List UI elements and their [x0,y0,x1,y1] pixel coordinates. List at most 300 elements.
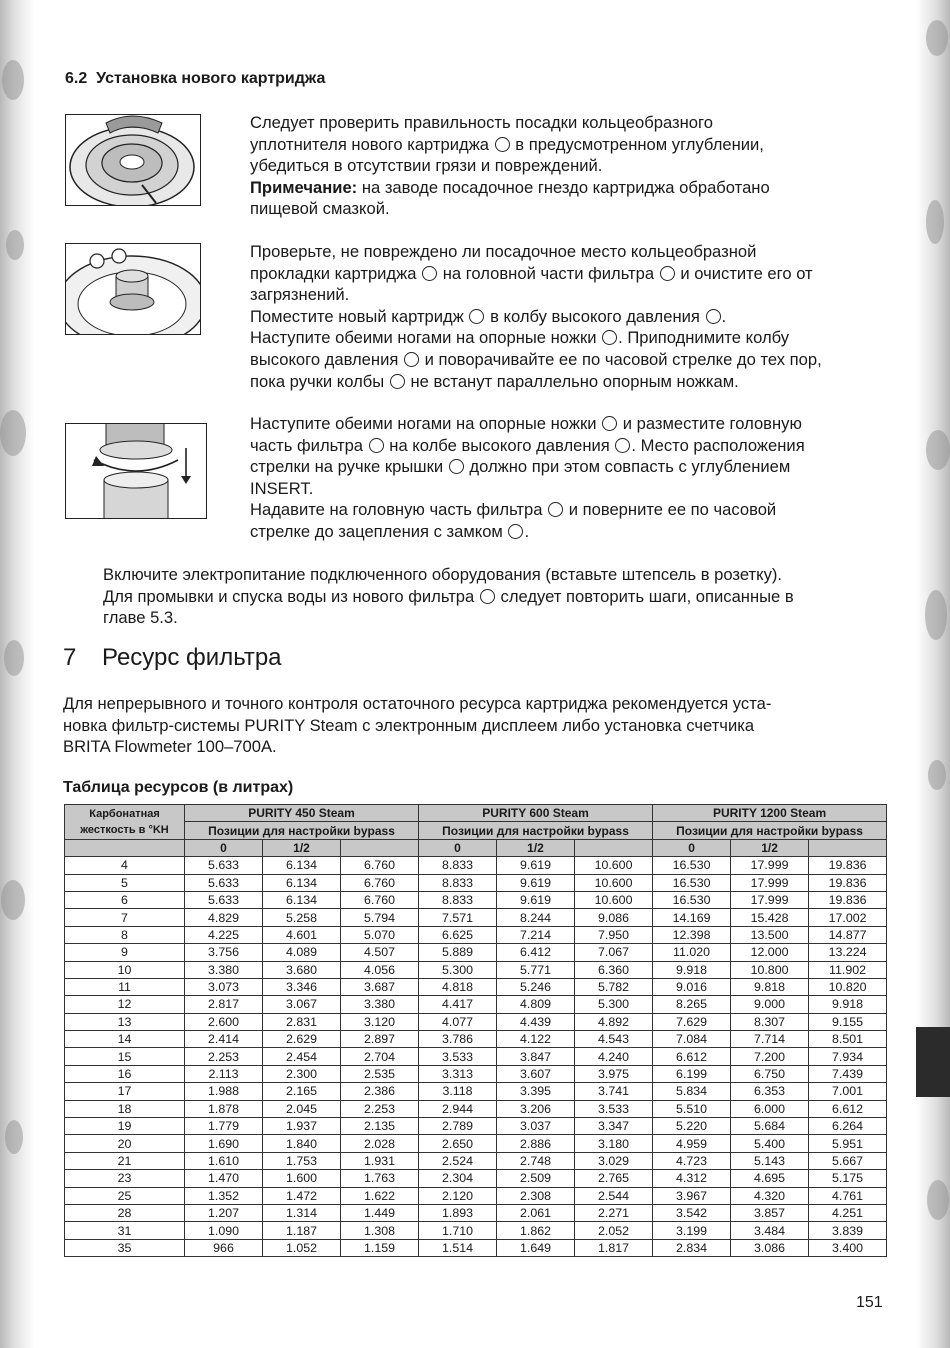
capacity-cell: 5.633 [185,874,263,891]
capacity-cell: 3.741 [575,1083,653,1100]
capacity-cell: 1.710 [419,1222,497,1239]
hardness-cell: 11 [65,978,185,995]
capacity-cell: 3.086 [731,1239,809,1256]
table-row [65,1239,887,1256]
capacity-cell: 3.206 [497,1100,575,1117]
capacity-cell: 11.020 [653,944,731,961]
capacity-cell: 9.086 [575,909,653,926]
capacity-cell: 17.002 [809,909,887,926]
capacity-cell: 7.200 [731,1048,809,1065]
page-number: 151 [856,1294,883,1311]
capacity-cell: 8.307 [731,1013,809,1030]
capacity-cell: 6.760 [341,891,419,908]
capacity-cell: 1.622 [341,1187,419,1204]
capacity-cell: 3.380 [185,961,263,978]
capacity-cell: 5.143 [731,1152,809,1169]
capacity-cell: 6.264 [809,1118,887,1135]
hardness-cell: 35 [65,1239,185,1256]
bypass-header: Позиции для настройки bypass [653,822,887,839]
capacity-cell: 2.414 [185,1031,263,1048]
table-row [65,891,887,908]
capacity-cell: 1.090 [185,1222,263,1239]
capacity-cell: 8.833 [419,891,497,908]
capacity-cell: 6.612 [653,1048,731,1065]
text-line: часть фильтра [250,435,364,455]
capacity-cell: 19.836 [809,857,887,874]
capacity-cell: 3.029 [575,1152,653,1169]
capacity-cell: 3.680 [263,961,341,978]
capacity-cell: 3.073 [185,978,263,995]
capacity-cell: 6.134 [263,874,341,891]
capacity-cell: 1.649 [497,1239,575,1256]
hardness-cell: 4 [65,857,185,874]
table-row [65,961,887,978]
capacity-cell: 1.352 [185,1187,263,1204]
text-line: Следует проверить правильность посадки кольцеобразного [250,113,713,132]
capacity-cell: 1.878 [185,1100,263,1117]
capacity-cell: 2.650 [419,1135,497,1152]
capacity-cell: 1.308 [341,1222,419,1239]
capacity-cell: 3.687 [341,978,419,995]
hardness-cell: 31 [65,1222,185,1239]
capacity-cell: 7.084 [653,1031,731,1048]
text-line: . Место расположения [631,435,805,455]
capacity-cell: 6.612 [809,1100,887,1117]
hardness-cell: 7 [65,909,185,926]
text-line: прокладки картриджа [250,263,417,283]
capacity-cell: 3.067 [263,996,341,1013]
step1-text [250,112,890,220]
capacity-cell: 2.789 [419,1118,497,1135]
product-header: PURITY 450 Steam [185,805,419,822]
capacity-cell: 5.220 [653,1118,731,1135]
capacity-cell: 4.320 [731,1187,809,1204]
capacity-cell: 2.897 [341,1031,419,1048]
capacity-cell: 12.000 [731,944,809,961]
bypass-position [809,839,887,856]
capacity-cell: 4.723 [653,1152,731,1169]
capacity-cell: 1.514 [419,1239,497,1256]
capacity-cell: 2.028 [341,1135,419,1152]
table-row [65,857,887,874]
capacity-cell: 6.134 [263,891,341,908]
hardness-cell: 8 [65,926,185,943]
callout-circle-icon [548,502,563,517]
hardness-cell: 12 [65,996,185,1013]
hardness-cell: 10 [65,961,185,978]
capacity-cell: 1.931 [341,1152,419,1169]
capacity-cell: 6.199 [653,1065,731,1082]
table-row [65,978,887,995]
capacity-cell: 9.918 [653,961,731,978]
hardness-cell: 21 [65,1152,185,1169]
capacity-cell: 2.386 [341,1083,419,1100]
capacity-cell: 4.122 [497,1031,575,1048]
section-number: 6.2 [65,70,88,87]
capacity-cell: 1.817 [575,1239,653,1256]
capacity-cell: 4.601 [263,926,341,943]
capacity-cell: 5.300 [419,961,497,978]
text-line: Для промывки и спуска воды из нового фильтра [103,586,475,606]
capacity-cell: 17.999 [731,857,809,874]
bypass-position: 1/2 [263,839,341,856]
capacity-cell: 1.314 [263,1204,341,1221]
capacity-cell: 5.258 [263,909,341,926]
capacity-cell: 3.484 [731,1222,809,1239]
capacity-cell: 2.886 [497,1135,575,1152]
text-line: INSERT. [250,478,314,498]
product-header: PURITY 600 Steam [419,805,653,822]
table-row [65,1083,887,1100]
capacity-cell: 8.833 [419,874,497,891]
cartridge-seal-illustration [65,114,201,206]
capacity-cell: 16.530 [653,874,731,891]
capacity-cell: 1.988 [185,1083,263,1100]
capacity-cell: 7.950 [575,926,653,943]
section-heading-6-2 [65,70,325,88]
capacity-cell: 10.800 [731,961,809,978]
callout-circle-icon [469,309,484,324]
table-row [65,1222,887,1239]
hardness-cell: 13 [65,1013,185,1030]
capacity-cell: 4.417 [419,996,497,1013]
capacity-cell: 14.169 [653,909,731,926]
head-onto-bowl-illustration [65,423,207,519]
capacity-cell: 5.684 [731,1118,809,1135]
capacity-cell: 2.165 [263,1083,341,1100]
capacity-cell: 4.829 [185,909,263,926]
section-heading-7 [63,644,282,672]
capacity-cell: 4.809 [497,996,575,1013]
text-line: стрелке до зацепления с замком [250,521,503,541]
callout-circle-icon [706,309,721,324]
capacity-cell: 16.530 [653,891,731,908]
callout-circle-icon [404,352,419,367]
capacity-cell: 19.836 [809,874,887,891]
capacity-cell: 5.633 [185,891,263,908]
table-row [65,926,887,943]
capacity-cell: 2.045 [263,1100,341,1117]
table-row [65,1152,887,1169]
capacity-cell: 3.607 [497,1065,575,1082]
capacity-cell: 5.782 [575,978,653,995]
capacity-cell: 1.449 [341,1204,419,1221]
capacity-cell: 3.400 [809,1239,887,1256]
section-title: Установка нового картриджа [96,70,326,87]
text-line: уплотнителя нового картриджа [250,134,490,154]
capacity-cell: 3.533 [419,1048,497,1065]
hardness-cell: 18 [65,1100,185,1117]
callout-circle-icon [602,330,617,345]
capacity-cell: 1.470 [185,1170,263,1187]
resource-table [64,804,887,1257]
text-line: на заводе посадочное гнездо картриджа обработано [357,177,770,197]
hardness-cell: 28 [65,1204,185,1221]
capacity-cell: 4.761 [809,1187,887,1204]
capacity-cell: 3.847 [497,1048,575,1065]
table-row [65,1100,887,1117]
table-row [65,1118,887,1135]
capacity-cell: 2.817 [185,996,263,1013]
callout-circle-icon [422,266,437,281]
capacity-cell: 2.524 [419,1152,497,1169]
text-line: загрязнений. [250,285,350,305]
hardness-cell: 25 [65,1187,185,1204]
capacity-cell: 5.951 [809,1135,887,1152]
table-row [65,1204,887,1221]
capacity-cell: 2.629 [263,1031,341,1048]
capacity-cell: 1.472 [263,1187,341,1204]
hardness-cell: 20 [65,1135,185,1152]
callout-circle-icon [495,137,510,152]
capacity-cell: 10.600 [575,874,653,891]
table-row [65,1065,887,1082]
capacity-cell: 1.753 [263,1152,341,1169]
callout-circle-icon [660,266,675,281]
text-line: пока ручки колбы [250,371,385,391]
capacity-cell: 3.756 [185,944,263,961]
capacity-cell: 4.695 [731,1170,809,1187]
capacity-cell: 2.544 [575,1187,653,1204]
capacity-cell: 9.155 [809,1013,887,1030]
capacity-cell: 9.918 [809,996,887,1013]
capacity-cell: 2.304 [419,1170,497,1187]
capacity-cell: 10.600 [575,891,653,908]
capacity-cell: 4.818 [419,978,497,995]
text-line: главе 5.3. [103,608,178,628]
table-row [65,1048,887,1065]
capacity-cell: 1.840 [263,1135,341,1152]
hardness-cell: 23 [65,1170,185,1187]
text-line: BRITA Flowmeter 100–700A. [63,737,277,757]
capacity-cell: 4.439 [497,1013,575,1030]
text-line: в предусмотренном углублении, [515,134,764,154]
hardness-cell: 5 [65,874,185,891]
capacity-cell: 7.571 [419,909,497,926]
capacity-cell: 3.346 [263,978,341,995]
section-number: 7 [63,644,77,671]
hardness-cell: 19 [65,1118,185,1135]
step2-text [250,241,890,392]
capacity-cell: 5.175 [809,1170,887,1187]
capacity-cell: 17.999 [731,891,809,908]
capacity-cell: 3.975 [575,1065,653,1082]
capacity-cell: 1.159 [341,1239,419,1256]
capacity-cell: 4.225 [185,926,263,943]
table-row [65,909,887,926]
capacity-cell: 9.016 [653,978,731,995]
capacity-cell: 2.704 [341,1048,419,1065]
bypass-header: Позиции для настройки bypass [185,822,419,839]
text-line: и поворачивайте ее по часовой стрелке до тех пор, [424,349,822,369]
bypass-position [575,839,653,856]
text-line: и разместите головную [622,414,802,433]
text-line: Проверьте, не повреждено ли посадочное место кольцеобразной [250,242,757,261]
capacity-cell: 5.794 [341,909,419,926]
capacity-cell: 7.439 [809,1065,887,1082]
capacity-cell: 3.199 [653,1222,731,1239]
text-line: Для непрерывного и точного контроля остаточного ресурса картриджа рекомендуется уста- [63,694,772,713]
capacity-cell: 2.748 [497,1152,575,1169]
capacity-cell: 8.833 [419,857,497,874]
text-line: следует повторить шаги, описанные в [500,586,794,606]
capacity-cell: 3.120 [341,1013,419,1030]
text-line: и поверните ее по часовой [568,500,777,520]
text-line: должно при этом совпасть с углублением [469,457,791,477]
capacity-cell: 3.533 [575,1100,653,1117]
empty-header-cell [65,839,185,856]
capacity-cell: 5.633 [185,857,263,874]
text-line: . [524,521,530,541]
capacity-cell: 2.535 [341,1065,419,1082]
capacity-cell: 5.510 [653,1100,731,1117]
capacity-cell: 1.779 [185,1118,263,1135]
capacity-cell: 5.246 [497,978,575,995]
capacity-cell: 6.134 [263,857,341,874]
capacity-cell: 3.180 [575,1135,653,1152]
capacity-cell: 8.244 [497,909,575,926]
table-row [65,1031,887,1048]
capacity-cell: 8.501 [809,1031,887,1048]
capacity-cell: 9.000 [731,996,809,1013]
callout-circle-icon [390,374,405,389]
capacity-cell: 1.610 [185,1152,263,1169]
bypass-position: 0 [185,839,263,856]
capacity-cell: 2.509 [497,1170,575,1187]
capacity-cell: 5.771 [497,961,575,978]
capacity-cell: 2.831 [263,1013,341,1030]
text-line: и очистите его от [680,263,813,283]
capacity-cell: 3.395 [497,1083,575,1100]
text-line: на головной части фильтра [442,263,655,283]
hardness-header: Карбонатная жесткость в °KH [65,805,185,840]
table-row [65,874,887,891]
capacity-cell: 15.428 [731,909,809,926]
capacity-cell: 5.834 [653,1083,731,1100]
note-label: Примечание: [250,177,358,197]
capacity-cell: 3.542 [653,1204,731,1221]
hardness-cell: 6 [65,891,185,908]
hardness-cell: 17 [65,1083,185,1100]
text-line: не встанут параллельно опорным ножкам. [410,371,739,391]
capacity-cell: 1.763 [341,1170,419,1187]
hardness-cell: 16 [65,1065,185,1082]
capacity-cell: 3.118 [419,1083,497,1100]
capacity-cell: 6.000 [731,1100,809,1117]
capacity-cell: 7.001 [809,1083,887,1100]
capacity-cell: 3.037 [497,1118,575,1135]
capacity-cell: 5.400 [731,1135,809,1152]
capacity-cell: 6.625 [419,926,497,943]
text-line: новка фильтр-системы PURITY Steam с электронным дисплеем либо установка счетчика [63,715,755,735]
bypass-header: Позиции для настройки bypass [419,822,653,839]
capacity-cell: 1.052 [263,1239,341,1256]
text-line: Поместите новый картридж [250,306,464,326]
capacity-cell: 2.308 [497,1187,575,1204]
capacity-cell: 4.507 [341,944,419,961]
text-line: Наступите обеими ногами на опорные ножки [250,414,597,433]
capacity-cell: 12.398 [653,926,731,943]
capacity-cell: 2.120 [419,1187,497,1204]
capacity-cell: 9.619 [497,874,575,891]
capacity-cell: 3.347 [575,1118,653,1135]
capacity-cell: 1.600 [263,1170,341,1187]
callout-circle-icon [369,438,384,453]
capacity-cell: 4.312 [653,1170,731,1187]
capacity-cell: 4.959 [653,1135,731,1152]
table-row [65,996,887,1013]
left-decorative-edge [0,0,34,1348]
right-decorative-edge [916,0,950,1348]
text-line: . [721,306,727,326]
chapter-tab-marker [916,1027,950,1097]
hardness-cell: 9 [65,944,185,961]
capacity-cell: 3.839 [809,1222,887,1239]
capacity-cell: 3.857 [731,1204,809,1221]
capacity-cell: 2.061 [497,1204,575,1221]
text-line: Надавите на головную часть фильтра [250,500,543,520]
capacity-cell: 9.619 [497,891,575,908]
hardness-cell: 15 [65,1048,185,1065]
capacity-cell: 966 [185,1239,263,1256]
capacity-cell: 4.056 [341,961,419,978]
capacity-cell: 7.067 [575,944,653,961]
bypass-position: 0 [653,839,731,856]
capacity-cell: 1.207 [185,1204,263,1221]
capacity-cell: 1.187 [263,1222,341,1239]
capacity-cell: 5.667 [809,1152,887,1169]
table-row [65,944,887,961]
capacity-cell: 14.877 [809,926,887,943]
callout-circle-icon [508,524,523,539]
step3-text [250,413,890,543]
capacity-cell: 2.135 [341,1118,419,1135]
callout-circle-icon [480,589,495,604]
capacity-cell: 2.113 [185,1065,263,1082]
capacity-cell: 6.360 [575,961,653,978]
capacity-cell: 4.240 [575,1048,653,1065]
capacity-cell: 2.271 [575,1204,653,1221]
capacity-cell: 10.820 [809,978,887,995]
text-line: Включите электропитание подключенного оборудования (вставьте штепсель в розетку). [103,565,783,584]
capacity-cell: 13.500 [731,926,809,943]
capacity-cell: 4.543 [575,1031,653,1048]
capacity-cell: 13.224 [809,944,887,961]
capacity-cell: 6.760 [341,857,419,874]
bypass-position [341,839,419,856]
capacity-cell: 2.765 [575,1170,653,1187]
text-line: пищевой смазкой. [250,199,390,219]
section-7-intro [63,693,883,758]
table-row [65,1187,887,1204]
capacity-cell: 1.862 [497,1222,575,1239]
capacity-cell: 7.714 [731,1031,809,1048]
section-title: Ресурс фильтра [102,644,282,671]
table-row [65,1170,887,1187]
capacity-cell: 19.836 [809,891,887,908]
text-line: стрелки на ручке крышки [250,457,444,477]
capacity-cell: 3.380 [341,996,419,1013]
capacity-cell: 4.251 [809,1204,887,1221]
capacity-cell: 8.265 [653,996,731,1013]
text-line: на колбе высокого давления [389,435,610,455]
capacity-cell: 5.889 [419,944,497,961]
bypass-position: 1/2 [731,839,809,856]
capacity-cell: 10.600 [575,857,653,874]
capacity-cell: 4.892 [575,1013,653,1030]
capacity-cell: 2.300 [263,1065,341,1082]
table-caption: Таблица ресурсов (в литрах) [63,779,294,796]
